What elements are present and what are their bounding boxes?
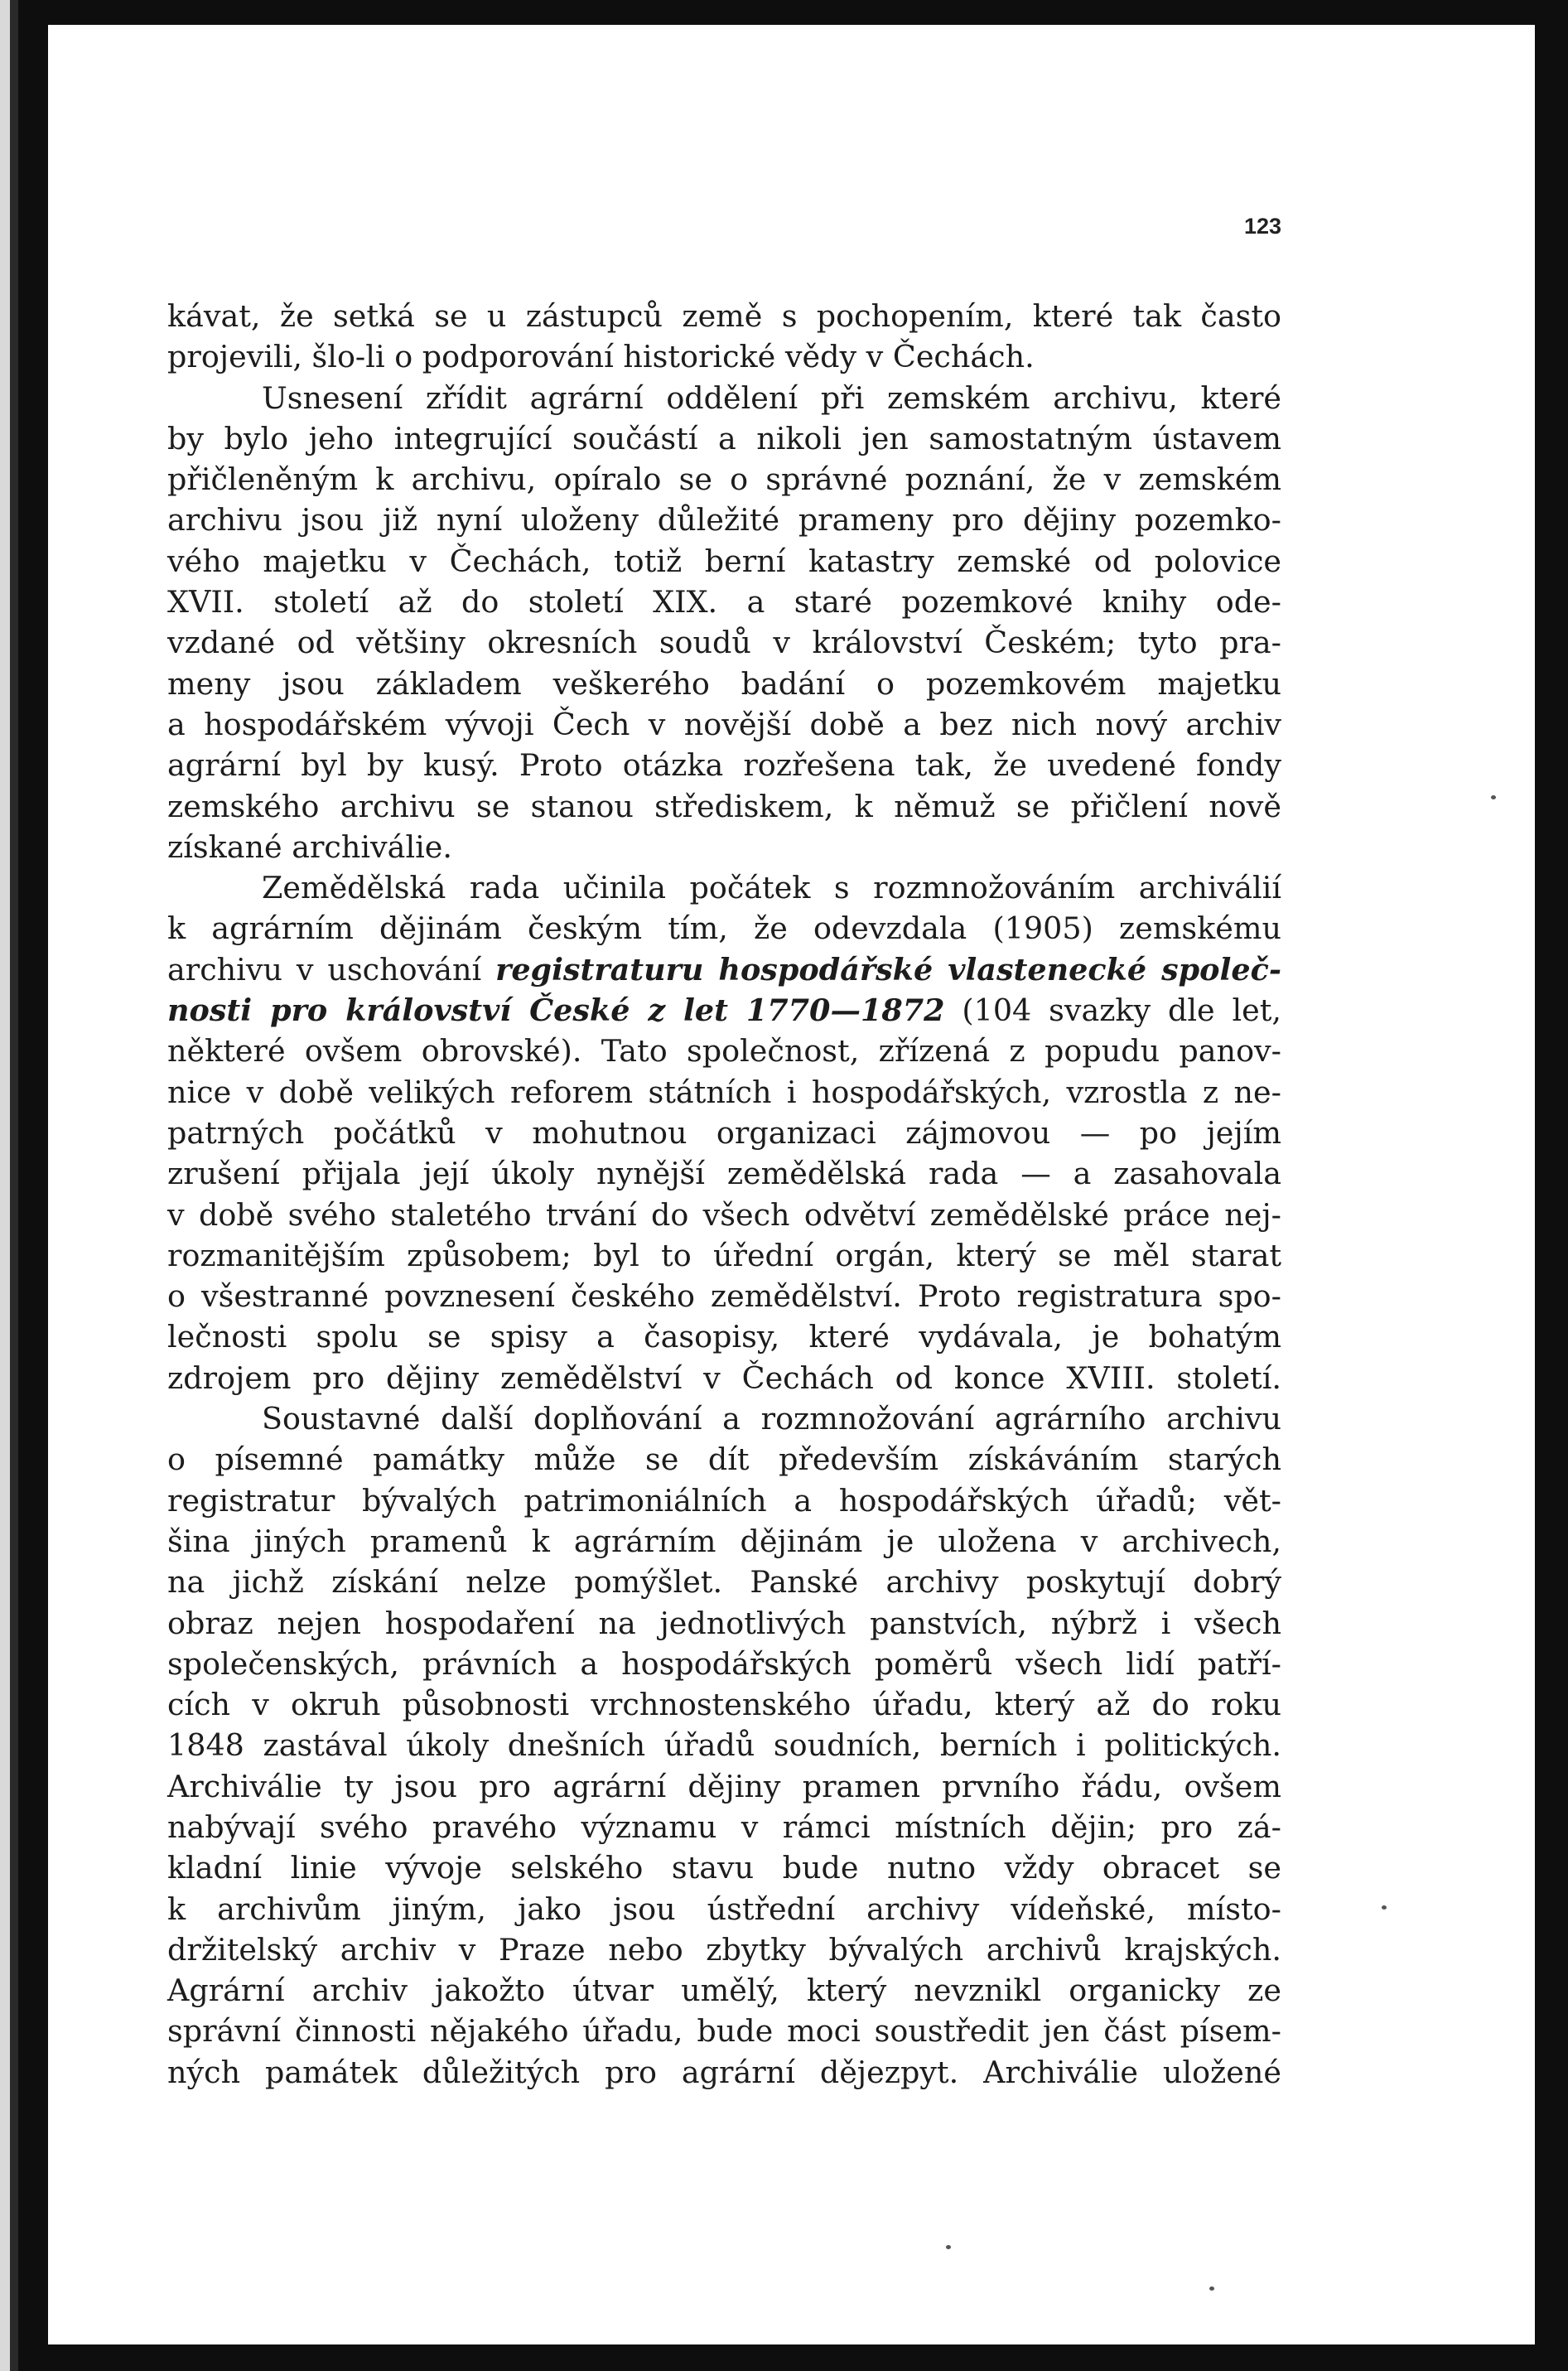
text-line: vého majetku v Čechách, totiž berní katastry zemské od polovice xyxy=(167,543,1281,579)
italic-title-segment: registraturu hospodářské vlastenecké společ- xyxy=(495,951,1281,988)
text-line: správní činnosti nějakého úřadu, bude moci soustředit jen část písem- xyxy=(167,2013,1281,2050)
adjacent-page-paper xyxy=(0,0,10,2371)
text-line: obraz nejen hospodaření na jednotlivých panstvích, nýbrž i všech xyxy=(167,1605,1281,1641)
text-line: meny jsou základem veškerého badání o pozemkovém majetku xyxy=(167,665,1281,702)
text-line: agrární byl by kusý. Proto otázka rozřešena tak, že uvedené fondy xyxy=(167,747,1281,784)
text-line: k archivům jiným, jako jsou ústřední archivy vídeňské, místo- xyxy=(167,1891,1281,1927)
scan-speck xyxy=(1491,795,1496,799)
text-line: nabývají svého pravého významu v rámci místních dějin; pro zá- xyxy=(167,1808,1281,1845)
text-line: lečnosti spolu se spisy a časopisy, které vydávala, je bohatým xyxy=(167,1319,1281,1355)
text-line: Agrární archiv jakožto útvar umělý, který nevznikl organicky ze xyxy=(167,1973,1281,2009)
text-line: šina jiných pramenů k agrárním dějinám je uložena v archivech, xyxy=(167,1523,1281,1559)
text-line: zemského archivu se stanou střediskem, k němuž se přičlení nově xyxy=(167,788,1281,824)
text-line xyxy=(167,990,1281,1031)
text-line: některé ovšem obrovské). Tato společnost, zřízená z popudu panov- xyxy=(167,1033,1281,1070)
text-segment: (104 svazky dle let, xyxy=(944,992,1281,1029)
text-line: v době svého staletého trvání do všech odvětví zemědělské práce nej- xyxy=(167,1196,1281,1233)
italic-title-segment: nosti pro království České z let 1770—1872 xyxy=(167,992,945,1029)
page-number: 123 xyxy=(1243,214,1281,239)
text-line: získané archiválie. xyxy=(167,828,452,865)
body-text xyxy=(167,296,1281,2093)
text-line: zrušení přijala její úkoly nynější zemědělská rada — a zasahovala xyxy=(167,1156,1281,1192)
scan-speck xyxy=(1209,2286,1214,2291)
text-line: o všestranné povznesení českého zemědělství. Proto registratura spo- xyxy=(167,1278,1281,1315)
text-line: nice v době velikých reforem státních i hospodářských, vzrostla z ne- xyxy=(167,1074,1281,1110)
text-line: a hospodářském vývoji Čech v novější době a bez nich nový archiv xyxy=(167,706,1281,742)
text-line: by bylo jeho integrující součástí a nikoli jen samostatným ústavem xyxy=(167,420,1281,456)
text-line: k agrárním dějinám českým tím, že odevzdala (1905) zemskému xyxy=(167,910,1281,947)
text-line: společenských, právních a hospodářských poměrů všech lidí patří- xyxy=(167,1645,1281,1682)
text-line: projevili, šlo-li o podporování historické vědy v Čechách. xyxy=(167,339,1035,375)
text-line: kladní linie vývoje selského stavu bude nutno vždy obracet se xyxy=(167,1850,1281,1886)
text-line: kávat, že setká se u zástupců země s pochopením, které tak často xyxy=(167,298,1281,334)
text-line: o písemné památky může se dít především získáváním starých xyxy=(167,1441,1281,1478)
text-line: Archiválie ty jsou pro agrární dějiny pramen prvního řádu, ovšem xyxy=(167,1768,1281,1804)
scan-speck xyxy=(946,2245,951,2249)
scan-speck xyxy=(1382,1905,1387,1910)
text-line: 1848 zastával úkoly dnešních úřadů soudních, berních i politických. xyxy=(167,1727,1281,1764)
text-line: cích v okruh působnosti vrchnostenského úřadu, který až do roku xyxy=(167,1687,1281,1723)
text-line: vzdané od většiny okresních soudů v království Českém; tyto pra- xyxy=(167,625,1281,661)
text-line: Soustavné další doplňování a rozmnožování agrárního archivu xyxy=(262,1401,1281,1437)
text-line xyxy=(167,949,1281,990)
text-line: Zemědělská rada učinila počátek s rozmnožováním archiválií xyxy=(262,870,1281,906)
text-line: ných památek důležitých pro agrární dějezpyt. Archiválie uložené xyxy=(167,2054,1281,2090)
text-line: Usnesení zřídit agrární oddělení při zemském archivu, které xyxy=(262,379,1281,416)
text-line: rozmanitějším způsobem; byl to úřední orgán, který se měl starat xyxy=(167,1237,1281,1273)
text-segment: archivu v uschování xyxy=(167,951,496,988)
text-line: XVII. století až do století XIX. a staré pozemkové knihy ode- xyxy=(167,584,1281,621)
text-line: přičleněným k archivu, opíralo se o správné poznání, že v zemském xyxy=(167,461,1281,498)
text-line: archivu jsou již nyní uloženy důležité prameny pro dějiny pozemko- xyxy=(167,502,1281,538)
text-line: držitelský archiv v Praze nebo zbytky bývalých archivů krajských. xyxy=(167,1931,1281,1968)
text-line: patrných počátků v mohutnou organizaci zájmovou — po jejím xyxy=(167,1114,1281,1151)
text-line: na jichž získání nelze pomýšlet. Panské archivy poskytují dobrý xyxy=(167,1564,1281,1601)
adjacent-page-edge xyxy=(0,0,18,2371)
text-line: registratur bývalých patrimoniálních a hospodářských úřadů; vět- xyxy=(167,1482,1281,1519)
text-line: zdrojem pro dějiny zemědělství v Čechách od konce XVIII. století. xyxy=(167,1359,1281,1396)
